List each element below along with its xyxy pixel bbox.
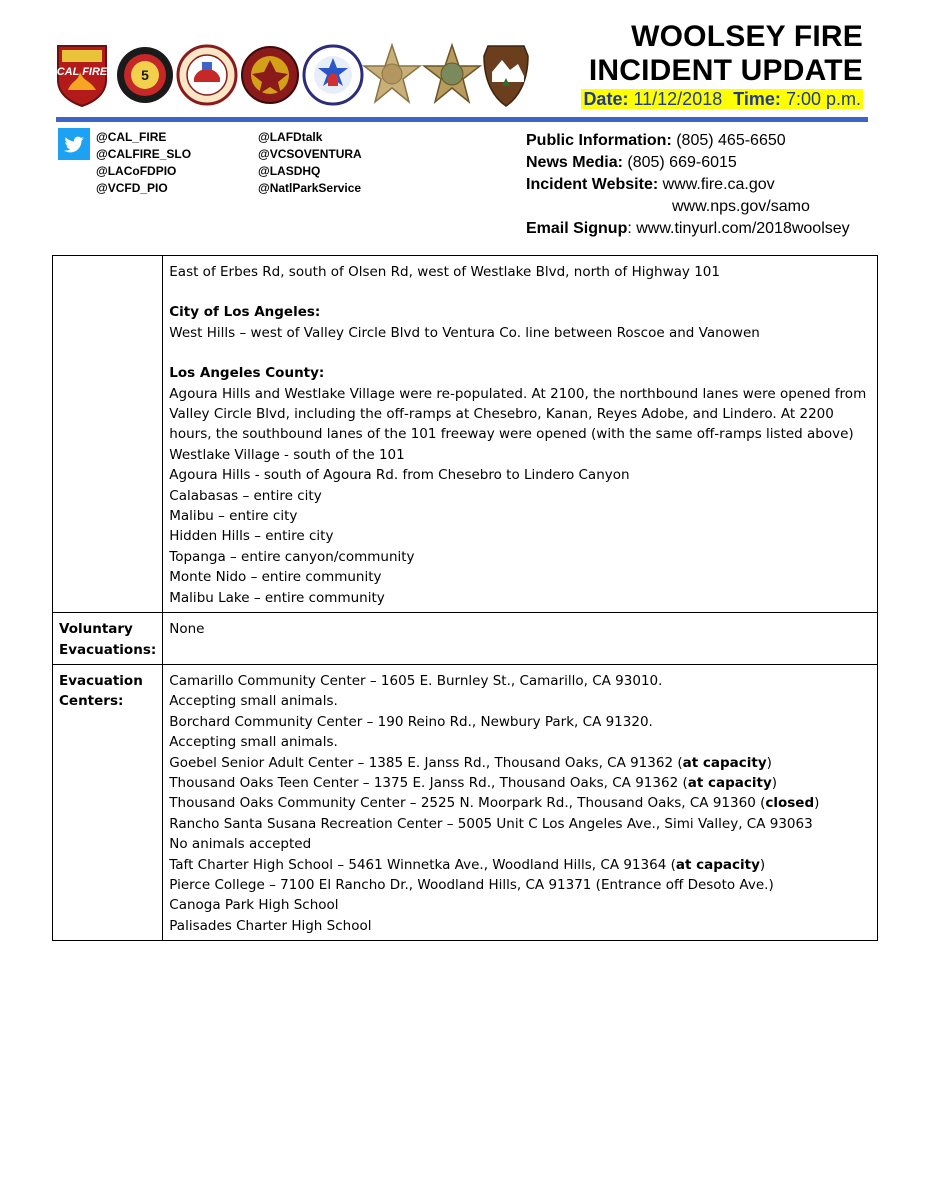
center-text: Accepting small animals. — [169, 734, 338, 751]
list-item — [169, 855, 871, 875]
list-item: Malibu – entire city — [169, 508, 298, 525]
la-county-paragraph: Agoura Hills and Westlake Village were re-populated. At 2100, the northbound lanes were opened from Valley Circle Blvd, including the off-ramps at Chesebro, Kanan, Reyes Adobe, and Lindero. At 2200 hours, the southbound lanes of the 101 freeway were opened (with the same off-ramps listed above) — [169, 385, 867, 443]
list-item — [169, 916, 871, 936]
title-fire-name: WOOLSEY FIRE — [631, 20, 863, 53]
social-handle: @CALFIRE_SLO — [96, 147, 192, 161]
label-line: Evacuations: — [59, 641, 157, 658]
incident-website-label: Incident Website: — [526, 176, 659, 193]
list-item: Hidden Hills – entire city — [169, 528, 334, 545]
center-text: Pierce College – 7100 El Rancho Dr., Woodland Hills, CA 91371 (Entrance off Desoto Ave.) — [169, 876, 774, 893]
social-handles-column-1 — [96, 129, 191, 197]
list-item — [169, 793, 871, 813]
center-text-end: ) — [814, 795, 820, 812]
table-row-evacuation-centers — [53, 664, 878, 940]
incident-website-link[interactable]: www.fire.ca.gov — [658, 176, 775, 193]
center-status: closed — [765, 795, 815, 812]
list-item — [169, 773, 871, 793]
evacuation-centers-cell — [163, 664, 878, 940]
incident-website-row-2 — [526, 196, 850, 218]
row-label-empty — [53, 256, 163, 613]
news-media-row — [526, 152, 850, 174]
center-text: Camarillo Community Center – 1605 E. Burnley St., Camarillo, CA 93010. — [169, 672, 663, 689]
center-text: Canoga Park High School — [169, 897, 339, 914]
email-signup-row — [526, 218, 850, 240]
center-text: Accepting small animals. — [169, 693, 338, 710]
center-status: at capacity — [675, 856, 760, 873]
sheriff-star-badge-icon — [362, 42, 422, 108]
center-text: Thousand Oaks Teen Center – 1375 E. Janss Rd., Thousand Oaks, CA 91362 ( — [169, 774, 688, 791]
lasd-star-badge-icon — [422, 42, 482, 108]
list-item: Malibu Lake – entire community — [169, 589, 385, 606]
la-county-heading: Los Angeles County: — [169, 365, 325, 382]
evacuation-centers-list — [169, 671, 871, 936]
ventura-county-fire-logo — [302, 42, 364, 108]
list-item: Westlake Village - south of the 101 — [169, 446, 405, 463]
table-row-evacuation-orders — [53, 256, 878, 613]
time-value: 7:00 p.m. — [785, 89, 861, 109]
list-item — [169, 753, 871, 773]
voluntary-evacuations-label — [53, 613, 163, 665]
center-text: Goebel Senior Adult Center – 1385 E. Janss Rd., Thousand Oaks, CA 91362 ( — [169, 754, 683, 771]
list-item: Calabasas – entire city — [169, 487, 322, 504]
twitter-icon — [58, 128, 90, 160]
list-item: Agoura Hills - south of Agoura Rd. from Chesebro to Lindero Canyon — [169, 467, 630, 484]
center-text: Palisades Charter High School — [169, 917, 372, 934]
document-title-block — [581, 20, 863, 110]
label-line: Evacuation — [59, 672, 143, 689]
list-item — [169, 732, 871, 752]
list-item — [169, 834, 871, 854]
news-media-phone: (805) 669-6015 — [622, 154, 737, 171]
social-handle: @VCFD_PIO — [96, 181, 168, 195]
center-text-end: ) — [766, 754, 772, 771]
public-information-label: Public Information: — [526, 132, 672, 149]
agency-logos — [54, 42, 534, 110]
email-signup-link[interactable]: : www.tinyurl.com/2018woolsey — [627, 220, 850, 237]
center-status: at capacity — [682, 754, 767, 771]
evacuation-centers-label — [53, 664, 163, 940]
date-value: 11/12/2018 — [633, 89, 723, 109]
public-information-row — [526, 130, 850, 152]
list-item — [169, 895, 871, 915]
label-line: Voluntary — [59, 621, 133, 638]
social-handle: @LASDHQ — [258, 164, 321, 178]
la-city-heading: City of Los Angeles: — [169, 304, 321, 321]
social-handle: @VCSOVENTURA — [258, 147, 362, 161]
evacuation-area-intro: East of Erbes Rd, south of Olsen Rd, west of Westlake Blvd, north of Highway 101 — [169, 264, 720, 280]
social-handles-column-2 — [258, 129, 362, 197]
title-incident-update: INCIDENT UPDATE — [588, 54, 863, 87]
list-item — [169, 671, 871, 691]
email-signup-label: Email Signup — [526, 220, 628, 237]
center-status: at capacity — [687, 774, 772, 791]
evacuation-orders-cell — [163, 256, 878, 613]
nps-website-link[interactable]: www.nps.gov/samo — [672, 198, 810, 215]
svg-text:CAL FIRE: CAL FIRE — [56, 66, 108, 78]
national-park-service-logo — [482, 42, 530, 108]
center-text: Rancho Santa Susana Recreation Center – 5005 Unit C Los Angeles Ave., Simi Valley, CA 93063 — [169, 815, 813, 832]
center-text: Borchard Community Center – 190 Reino Rd., Newbury Park, CA 91320. — [169, 713, 653, 730]
table-row-voluntary-evacuations — [53, 613, 878, 665]
label-line: Centers: — [59, 693, 124, 710]
la-county-fire-logo — [176, 42, 238, 108]
voluntary-evacuations-value — [163, 613, 878, 665]
center-text-end: ) — [759, 856, 766, 873]
center-text-end: ) — [771, 774, 778, 791]
date-label: Date: — [583, 89, 629, 109]
center-text: Thousand Oaks Community Center – 2525 N. Moorpark Rd., Thousand Oaks, CA 91360 ( — [169, 795, 766, 812]
list-item — [169, 875, 871, 895]
date-time-line — [581, 89, 863, 109]
header-divider — [56, 117, 868, 122]
cal-fire-logo — [54, 42, 110, 108]
social-handle: @CAL_FIRE — [96, 130, 167, 144]
contact-info — [526, 130, 850, 240]
la-city-text: West Hills – west of Valley Circle Blvd to Ventura Co. line between Roscoe and Vanowen — [169, 324, 760, 341]
svg-text:5: 5 — [141, 67, 149, 83]
center-text: Taft Charter High School – 5461 Winnetka Ave., Woodland Hills, CA 91364 ( — [169, 856, 676, 873]
news-media-label: News Media: — [526, 154, 623, 171]
evacuation-table — [52, 255, 878, 941]
list-item — [169, 814, 871, 834]
incident-website-row — [526, 174, 850, 196]
list-item: Topanga – entire canyon/community — [169, 548, 415, 565]
social-handle: @LAFDtalk — [258, 130, 323, 144]
list-item — [169, 691, 871, 711]
social-handle: @NatlParkService — [258, 181, 362, 195]
time-label: Time: — [733, 89, 781, 109]
public-information-phone: (805) 465-6650 — [671, 132, 786, 149]
social-handle: @LACoFDPIO — [96, 164, 177, 178]
list-item — [169, 712, 871, 732]
center-text: No animals accepted — [169, 836, 312, 853]
incident-management-team-logo — [116, 42, 174, 108]
lafd-logo — [240, 42, 300, 108]
value-text: None — [169, 621, 205, 638]
list-item: Monte Nido – entire community — [169, 569, 382, 586]
